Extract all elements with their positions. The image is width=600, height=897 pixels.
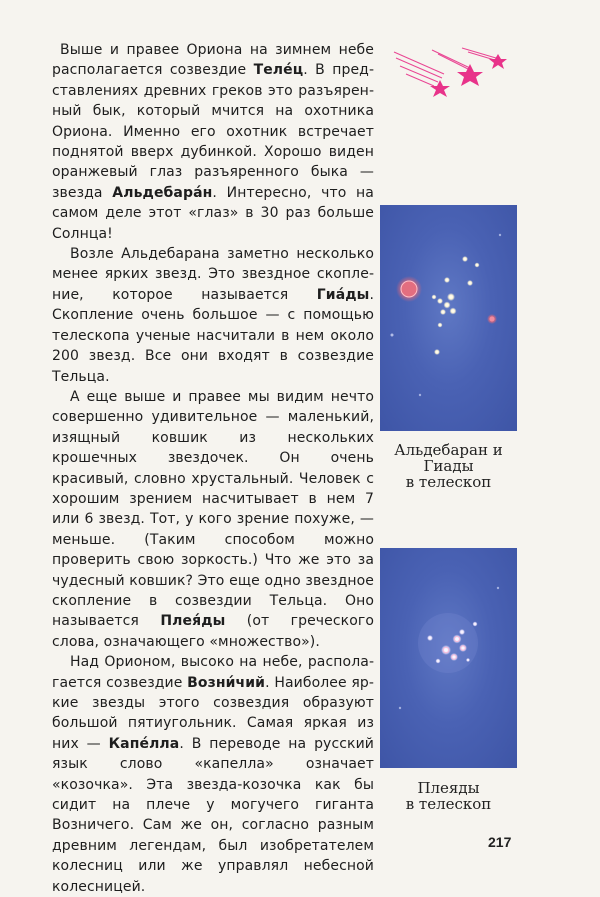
text-run: . Скопление очень большое — с помощью телескопа ученые насчитали в нем около 200 звезд. Все они входят в созвездие Тельца.: [52, 286, 374, 385]
shooting-stars-icon: [392, 44, 532, 108]
pleiades-caption: [380, 780, 517, 812]
text-run: Над Орионом, высоко на небе, располагается созвездие: [52, 654, 374, 691]
text-run: (от греческого слова, означающего «множество»).: [52, 613, 375, 650]
text-run: Выше и правее Ориона на зимнем небе располагается созвездие: [52, 42, 374, 79]
paragraph-taurus: [52, 40, 374, 244]
pleiades-star-field: [399, 587, 499, 709]
text-run: . В представлениях древних греков это разъяренный бык, который мчится на охотника Ориона. Именно его охотник встречает поднятой вверх дубинкой. Хорошо виден оранжевый глаз разъяренного быка — звезда: [52, 62, 374, 201]
term-bold: Гиа́ды: [316, 286, 370, 303]
article-body: [52, 40, 374, 897]
hyades-caption: [380, 442, 517, 490]
text-run: Возле Альдебарана заметно несколько менее ярких звезд. Это звездное скопление, которое называется: [52, 246, 374, 303]
paragraph-pleiades: [52, 387, 374, 652]
pleiades-telescope-photo: [380, 548, 517, 768]
term-bold: Возни́чий: [187, 674, 266, 691]
caption-line: Гиады: [423, 457, 474, 475]
term-bold: Альдебара́н: [112, 184, 213, 201]
text-run: . Наиболее яркие звезды этого созвездия образуют большой пятиугольник. Самая яркая из них —: [52, 674, 374, 752]
caption-line: в телескоп: [405, 473, 492, 491]
paragraph-hyades: [52, 244, 374, 387]
term-bold: Капе́лла: [108, 735, 180, 752]
hyades-telescope-photo: [380, 205, 517, 431]
term-bold: Теле́ц: [253, 62, 304, 79]
text-run: . В переводе на русский язык слово «капелла» означает «козочка». Эта звезда-козочка как бы сидит на плече у могучего гиганта Возничего. Сам же он, согласно разным древним легендам, был изобретателем колесниц или же управлял небесной колесницей.: [52, 735, 374, 895]
caption-line: Альдебаран и: [394, 441, 503, 459]
paragraph-auriga: [52, 652, 374, 897]
text-run: А еще выше и правее мы видим нечто совершенно удивительное — маленький, изящный ковшик из нескольких крошечных звездочек. Он очень красивый, словно хрустальный. Человек с хорошим зрением насчитывает в нем 7 или 6 звезд. Тот, у кого зрение похуже, — меньше. (Таким способом можно проверить свою зоркость.) Что же это за чудесный ковшик? Это еще одно звездное скопление в созвездии Тельца. Оно называется: [52, 388, 374, 630]
caption-line: Плеяды: [417, 779, 480, 797]
page-number: 217: [488, 834, 512, 850]
caption-line: в телескоп: [405, 795, 492, 813]
hyades-star-field: [391, 234, 502, 396]
term-bold: Плея́ды: [160, 613, 226, 630]
text-run: . Интересно, что на самом деле этот «глаз» в 30 раз больше Солнца!: [52, 184, 374, 242]
